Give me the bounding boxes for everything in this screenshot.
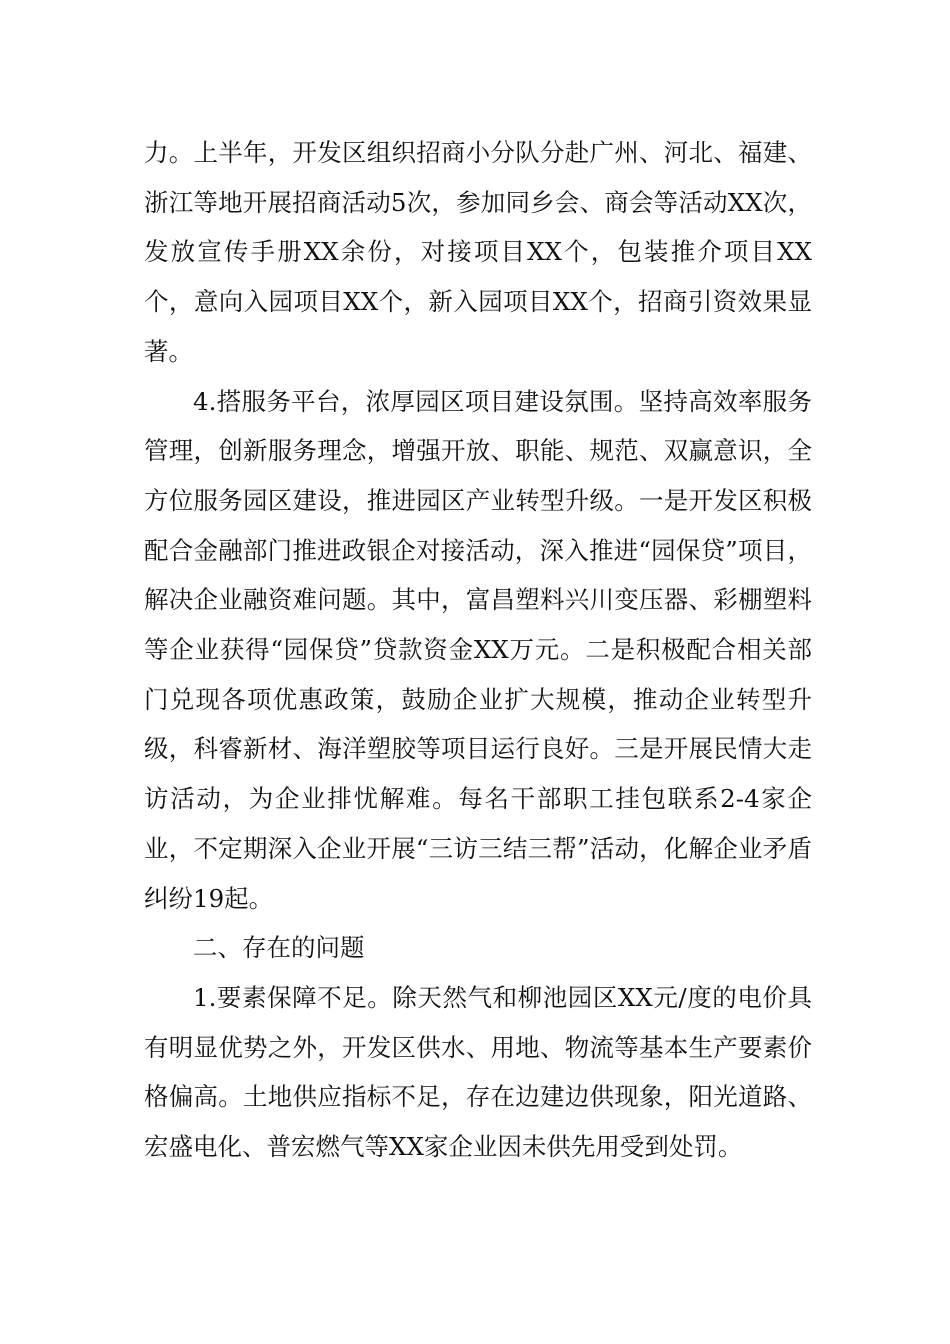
paragraph-service-platform: 4.搭服务平台，浓厚园区项目建设氛围。坚持高效率服务管理，创新服务理念，增强开放、职能、规范、双赢意识，全方位服务园区建设，推进园区产业转型升级。一是开发区积极配合金融部门推进政银企对接活动，深入推进“园保贷”项目，解决企业融资难问题。其中，富昌塑料兴川变压器、彩棚塑料等企业获得“园保贷”贷款资金XX万元。二是积极配合相关部门兑现各项优惠政策，鼓励企业扩大规模，推动企业转型升级，科睿新材、海洋塑胶等项目运行良好。三是开展民情大走访活动，为企业排忧解难。每名干部职工挂包联系2-4家企业，不定期深入企业开展“三访三结三帮”活动，化解企业矛盾纠纷19起。 <box>144 386 812 913</box>
paragraph-investment-summary: 力。上半年，开发区组织招商小分队分赴广州、河北、福建、浙江等地开展招商活动5次，参加同乡会、商会等活动XX次，发放宣传手册XX余份，对接项目XX个，包装推介项目XX个，意向入园项目XX个，新入园项目XX个，招商引资效果显著。 <box>144 138 812 366</box>
paragraph-factor-guarantee: 1.要素保障不足。除天然气和柳池园区XX元/度的电价具有明显优势之外，开发区供水、用地、物流等基本生产要素价格偏高。土地供应指标不足，存在边建边供现象，阳光道路、宏盛电化、普宏燃气等XX家企业因未供先用受到处罚。 <box>144 982 812 1162</box>
document-body <box>144 128 812 1172</box>
section-heading-problems: 二、存在的问题 <box>193 933 365 963</box>
